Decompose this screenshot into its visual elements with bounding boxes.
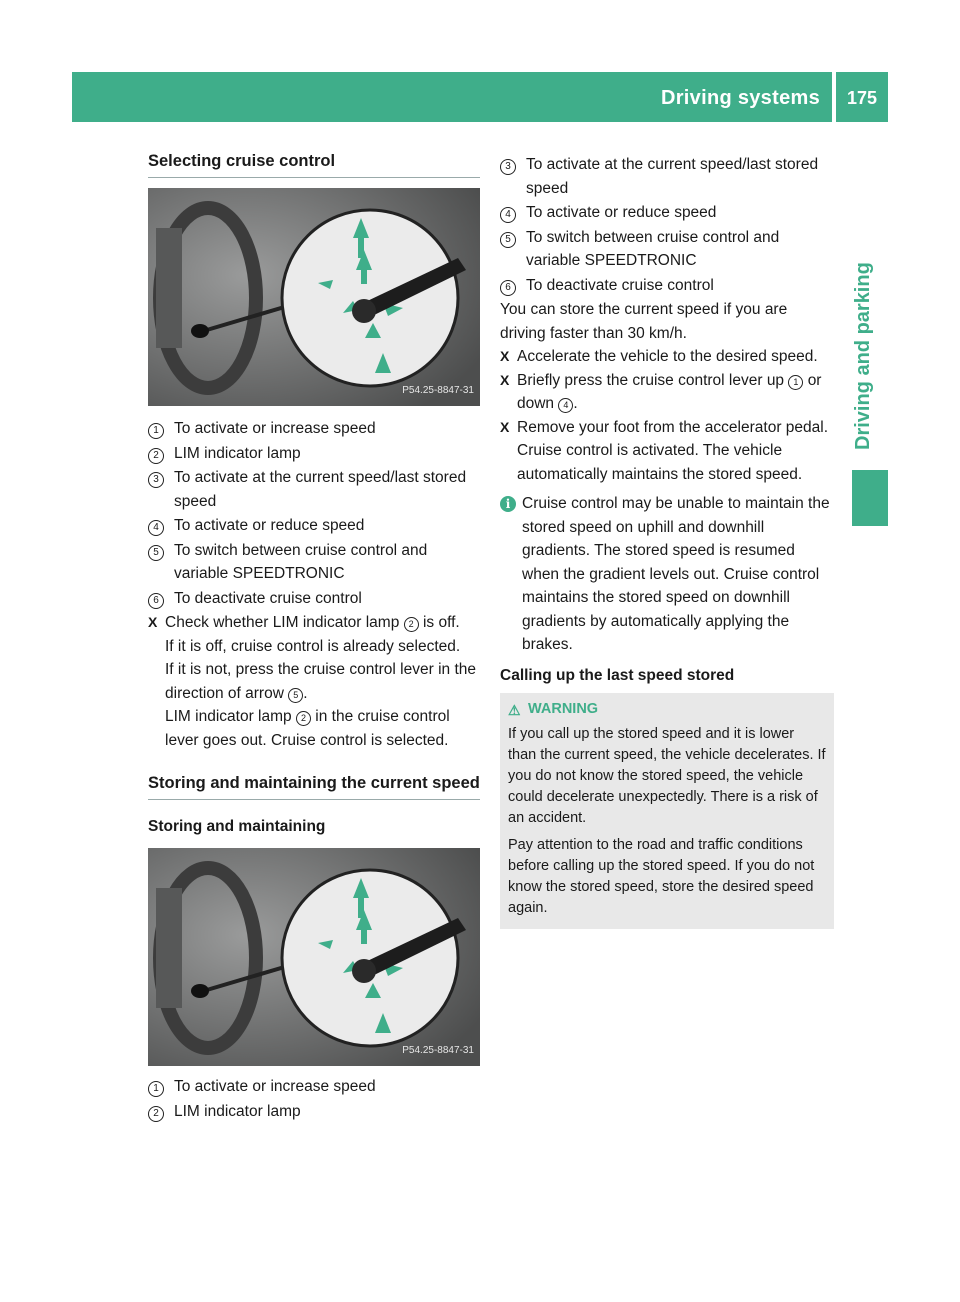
list-item: 4 To activate or reduce speed [500,201,834,225]
list-item: 4 To activate or reduce speed [148,514,480,538]
list-item: 5 To switch between cruise control and variable SPEEDTRONIC [500,226,834,273]
step-result: If it is not, press the cruise control lever in the direction of arrow 5 . [165,661,476,702]
warning-text: Pay attention to the road and traffic conditions before calling up the stored speed. If you do not know the stored speed, store the desired speed again. [508,836,815,916]
list-item: 6 To deactivate cruise control [148,587,480,611]
step-result: LIM indicator lamp 2 in the cruise control lever goes out. Cruise control is selected. [165,708,450,749]
figure-code: P54.25-8847-31 [402,384,474,396]
list-item: 6 To deactivate cruise control [500,274,834,298]
list-item: 2 LIM indicator lamp [148,1100,480,1124]
step-result: If it is off, cruise control is already selected. [165,637,461,655]
warning-text: If you call up the stored speed and it is lower than the current speed, the vehicle decelerates. If you do not know the stored speed, the vehicle could decelerate unexpectedly. There is a risk of an accident. [508,725,826,826]
chapter-tab-block [852,470,888,526]
heading-storing-current-speed: Storing and maintaining the current speed [148,772,480,800]
info-icon: i [500,492,522,657]
warning-triangle-icon: ⚠ [508,701,521,718]
instruction-step: X Check whether LIM indicator lamp 2 is off. [148,611,480,635]
warning-title: ⚠ WARNING [528,699,826,720]
page-number: 175 [846,88,878,108]
instruction-step: X Briefly press the cruise control lever up 1 or down 4 . [500,369,834,416]
list-item: 2 LIM indicator lamp [148,442,480,466]
list-item: 1 To activate or increase speed [148,417,480,441]
warning-box [500,693,834,929]
right-column [500,152,834,929]
subheading-storing-maintaining: Storing and maintaining [148,818,326,835]
info-note: i Cruise control may be unable to maintain the stored speed on uphill and downhill gradients. The stored speed is resumed when the gradient levels out. Cruise control maintains the stored speed on downhill gradients by automatically applying the brakes. [500,492,834,657]
section-title: Driving systems [660,87,820,109]
instruction-step: X Remove your foot from the accelerator pedal. Cruise control is activated. The vehicle automatically maintains the stored speed. [500,416,834,487]
step-arrow-icon: X [148,614,158,630]
chapter-tab-label: Driving and parking [852,262,874,450]
left-column [148,150,480,1124]
instruction-step: X Accelerate the vehicle to the desired speed. [500,345,834,369]
heading-selecting-cruise-control: Selecting cruise control [148,150,480,178]
figure-code: P54.25-8847-31 [402,1044,474,1056]
step-arrow-icon: X [500,418,510,435]
cruise-lever-figure-1 [148,188,480,406]
cruise-lever-illustration [148,848,480,1066]
step-arrow-icon: X [500,371,510,388]
paragraph: You can store the current speed if you are driving faster than 30 km/h. [500,301,788,342]
cruise-lever-illustration [148,188,480,406]
list-item: 3 To activate at the current speed/last stored speed [148,466,480,513]
cruise-lever-figure-2 [148,848,480,1066]
list-item: 3 To activate at the current speed/last stored speed [500,153,834,200]
figure-1-legend [148,417,480,610]
list-item: 5 To switch between cruise control and variable SPEEDTRONIC [148,539,480,586]
list-item: 1 To activate or increase speed [148,1075,480,1099]
heading-calling-up-last-speed: Calling up the last speed stored [500,666,735,684]
step-arrow-icon: X [500,348,510,364]
